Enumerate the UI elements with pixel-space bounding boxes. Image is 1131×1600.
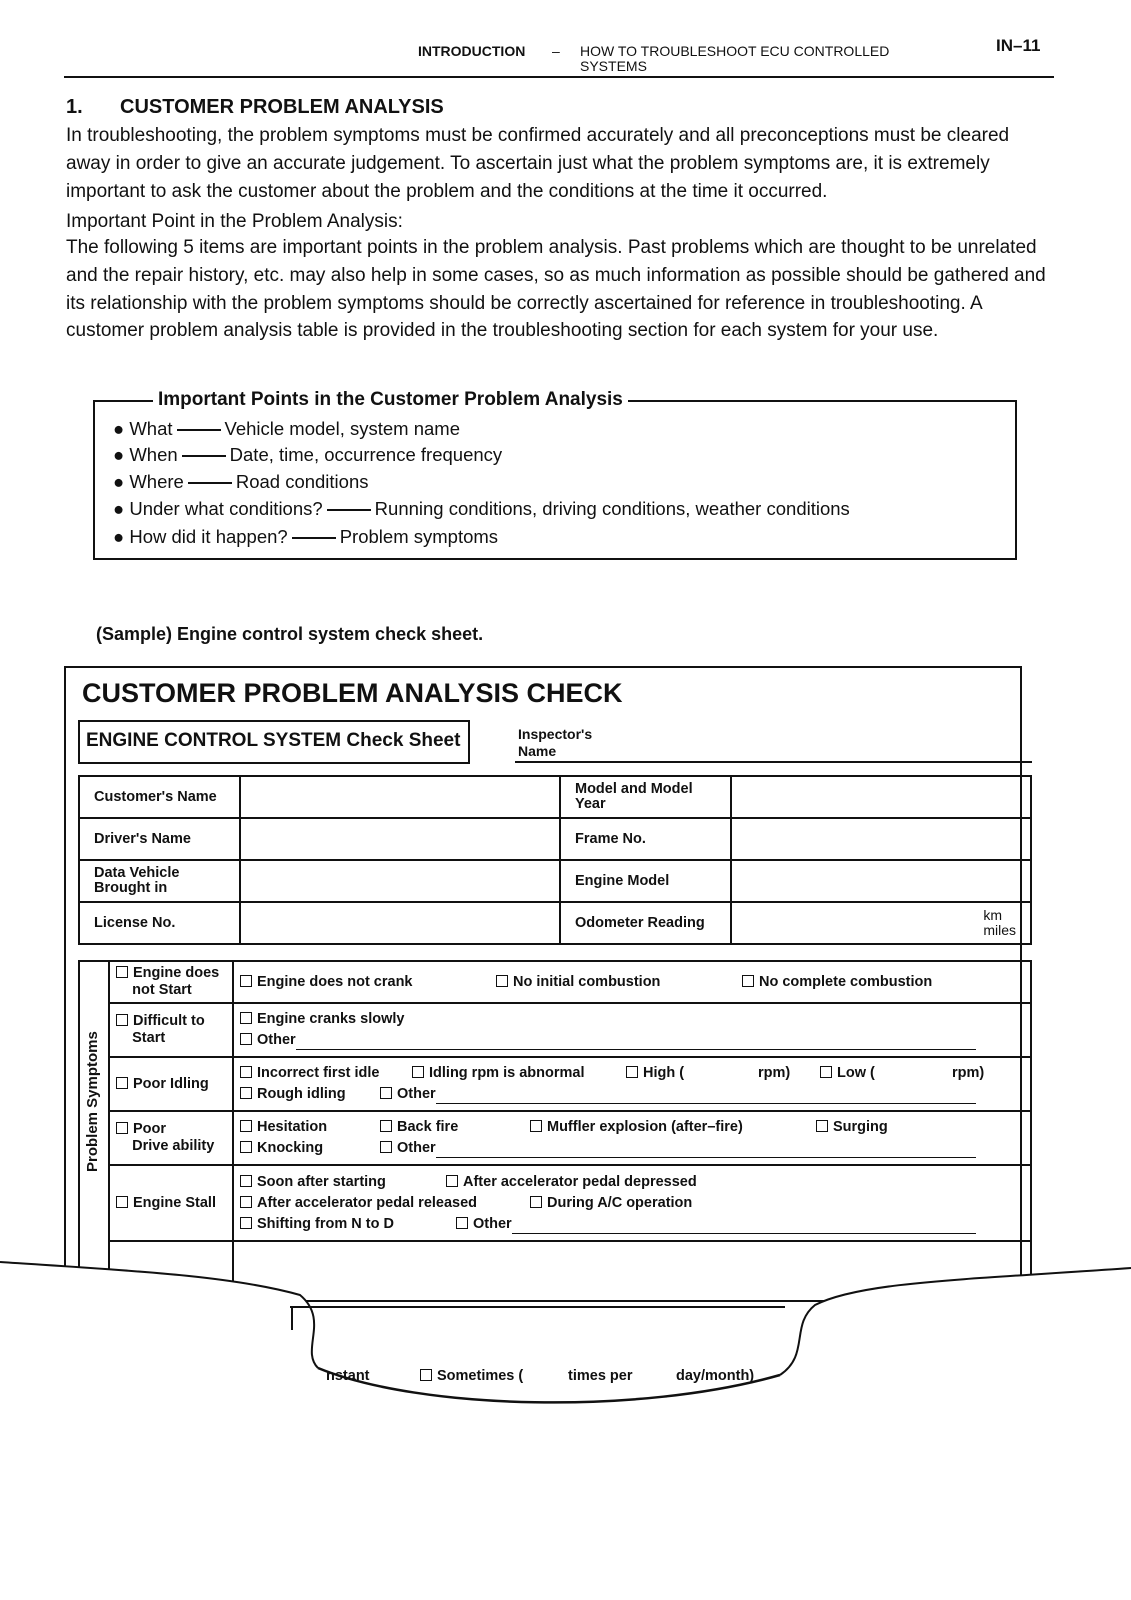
option-high-rpm[interactable]: High ( — [626, 1063, 684, 1083]
header-section: INTRODUCTION — [418, 43, 526, 59]
table-row — [79, 818, 1031, 860]
option-incorrect-first-idle[interactable]: Incorrect first idle — [240, 1063, 379, 1083]
symptom-options — [233, 1003, 1031, 1057]
checkbox-icon[interactable] — [240, 975, 252, 987]
driver-name-label: Driver's Name — [79, 818, 240, 860]
inspector-name-field[interactable] — [515, 761, 1032, 763]
low-rpm-unit: rpm) — [952, 1065, 985, 1081]
symptom-options — [233, 1165, 1031, 1241]
option-engine-does-not-crank[interactable]: Engine does not crank — [240, 972, 413, 992]
checkbox-icon[interactable] — [380, 1141, 392, 1153]
section-number: 1. — [66, 96, 83, 118]
data-vehicle-field[interactable] — [240, 860, 560, 902]
form-title: CUSTOMER PROBLEM ANALYSIS CHECK — [82, 678, 623, 708]
important-points-title: Important Points in the Customer Problem Analysis — [154, 389, 627, 411]
form-subtitle: ENGINE CONTROL SYSTEM Check Sheet — [78, 720, 470, 764]
option-after-pedal-depressed[interactable]: After accelerator pedal depressed — [446, 1172, 697, 1192]
checkbox-icon[interactable] — [240, 1066, 252, 1078]
option-idling-rpm-abnormal[interactable]: Idling rpm is abnormal — [412, 1063, 585, 1083]
option-shifting-n-to-d[interactable]: Shifting from N to D — [240, 1214, 394, 1234]
option-other[interactable]: Other — [240, 1030, 976, 1050]
checkbox-icon[interactable] — [240, 1087, 252, 1099]
symptom-options — [233, 961, 1031, 1003]
header-title-line2: SYSTEMS — [580, 58, 647, 74]
checkbox-icon[interactable] — [446, 1175, 458, 1187]
frame-no-field[interactable] — [731, 818, 1031, 860]
symptom-poor-drive-ability[interactable]: Poor Drive ability — [109, 1111, 233, 1165]
header-dash: – — [552, 43, 560, 59]
frame-no-label: Frame No. — [560, 818, 731, 860]
checkbox-icon[interactable] — [380, 1120, 392, 1132]
page-number: IN–11 — [996, 36, 1041, 55]
option-other[interactable]: Other — [456, 1214, 976, 1234]
option-no-initial-combustion[interactable]: No initial combustion — [496, 972, 660, 992]
license-no-field[interactable] — [240, 902, 560, 944]
odometer-label: Odometer Reading — [560, 902, 731, 944]
checkbox-icon[interactable] — [420, 1369, 432, 1381]
paragraph-five-items: The following 5 items are important points in the problem analysis. Past problems which are thought to be unrelated and the repair history, etc. may also help in some cases, so as much information as possible should be gathered and its relationship with the problem symptoms should be correctly ascertained for reference in troubleshooting. A customer problem analysis table is provided in the troubleshooting section for each system for your use. — [66, 237, 1046, 342]
high-rpm-unit: rpm) — [758, 1065, 791, 1081]
table-row — [79, 860, 1031, 902]
odometer-field[interactable] — [731, 902, 1031, 944]
table-row — [79, 776, 1031, 818]
checkbox-icon[interactable] — [116, 966, 128, 978]
checkbox-icon[interactable] — [456, 1217, 468, 1229]
header-title-line1: HOW TO TROUBLESHOOT ECU CONTROLLED — [580, 43, 890, 59]
option-surging[interactable]: Surging — [816, 1117, 888, 1137]
customer-name-field[interactable] — [240, 776, 560, 818]
checkbox-icon[interactable] — [240, 1196, 252, 1208]
symptom-options — [233, 1111, 1031, 1165]
sample-caption: (Sample) Engine control system check sheet. — [96, 624, 484, 644]
option-soon-after-starting[interactable]: Soon after starting — [240, 1172, 386, 1192]
symptom-engine-does-not-start[interactable]: Engine does not Start — [109, 961, 233, 1003]
checkbox-icon[interactable] — [820, 1066, 832, 1078]
symptom-difficult-to-start[interactable]: Difficult to Start — [109, 1003, 233, 1057]
symptom-poor-idling[interactable]: Poor Idling — [109, 1057, 233, 1111]
box-top-right-rule — [628, 400, 1017, 402]
checkbox-icon[interactable] — [496, 975, 508, 987]
section-title-text: CUSTOMER PROBLEM ANALYSIS — [120, 96, 444, 118]
option-other[interactable]: Other — [380, 1138, 976, 1158]
checkbox-icon[interactable] — [530, 1196, 542, 1208]
header-rule — [64, 76, 1054, 78]
symptom-options — [233, 1057, 1031, 1111]
checkbox-icon[interactable] — [240, 1175, 252, 1187]
paragraph-intro: In troubleshooting, the problem symptoms must be confirmed accurately and all preconceptions must be cleared away in order to give an accurate judgement. To ascertain just what the problem symptoms are, it is extremely important to ask the customer about the problem and the conditions at the time it occurred. — [66, 125, 1010, 202]
option-no-complete-combustion[interactable]: No complete combustion — [742, 972, 932, 992]
engine-model-label: Engine Model — [560, 860, 731, 902]
point-where: ● Where Road conditions — [113, 471, 369, 492]
checkbox-icon[interactable] — [240, 1033, 252, 1045]
checkbox-icon[interactable] — [116, 1077, 128, 1089]
option-constant[interactable]: nstant — [326, 1368, 370, 1384]
option-hesitation[interactable]: Hesitation — [240, 1117, 327, 1137]
checkbox-icon[interactable] — [116, 1196, 128, 1208]
checkbox-icon[interactable] — [116, 1014, 128, 1026]
option-during-ac-operation[interactable]: During A/C operation — [530, 1193, 692, 1213]
point-conditions: ● Under what conditions? Running conditions, driving conditions, weather conditions — [113, 498, 850, 519]
symptom-engine-stall[interactable]: Engine Stall — [109, 1165, 233, 1241]
table-row — [79, 1003, 1031, 1057]
checkbox-icon[interactable] — [240, 1217, 252, 1229]
checkbox-icon[interactable] — [412, 1066, 424, 1078]
problem-symptoms-label: Problem Symptoms — [84, 1031, 101, 1172]
checkbox-icon[interactable] — [626, 1066, 638, 1078]
option-knocking[interactable]: Knocking — [240, 1138, 323, 1158]
paragraph-important-point: Important Point in the Problem Analysis: — [66, 211, 403, 232]
checkbox-icon[interactable] — [380, 1087, 392, 1099]
times-per-label: times per — [568, 1368, 633, 1384]
data-vehicle-label: Data Vehicle Brought in — [79, 860, 240, 902]
engine-model-field[interactable] — [731, 860, 1031, 902]
checkbox-icon[interactable] — [240, 1012, 252, 1024]
option-sometimes[interactable]: Sometimes ( — [420, 1368, 523, 1384]
inspector-label-2: Name — [518, 743, 557, 759]
point-how: ● How did it happen? Problem symptoms — [113, 526, 499, 547]
vehicle-info-table — [78, 775, 1032, 945]
model-year-field[interactable] — [731, 776, 1031, 818]
day-month-label: day/month) — [676, 1368, 755, 1384]
option-rough-idling[interactable]: Rough idling — [240, 1084, 346, 1104]
box-top-left-rule — [93, 400, 153, 402]
point-what: ● What Vehicle model, system name — [113, 418, 460, 439]
checkbox-icon[interactable] — [816, 1120, 828, 1132]
driver-name-field[interactable] — [240, 818, 560, 860]
table-row — [79, 902, 1031, 944]
table-row — [79, 1057, 1031, 1111]
option-after-pedal-released[interactable]: After accelerator pedal released — [240, 1193, 477, 1213]
torn-page-edge — [0, 1240, 1131, 1420]
model-year-label: Model and Model Year — [560, 776, 731, 818]
checkbox-icon[interactable] — [742, 975, 754, 987]
inspector-label-1: Inspector's — [518, 726, 593, 742]
customer-name-label: Customer's Name — [79, 776, 240, 818]
option-back-fire[interactable]: Back fire — [380, 1117, 458, 1137]
option-other[interactable]: Other — [380, 1084, 976, 1104]
point-when: ● When Date, time, occurrence frequency — [113, 444, 503, 465]
checkbox-icon[interactable] — [240, 1120, 252, 1132]
option-low-rpm[interactable]: Low ( — [820, 1063, 875, 1083]
table-row — [79, 961, 1031, 1003]
license-no-label: License No. — [79, 902, 240, 944]
option-muffler-explosion[interactable]: Muffler explosion (after–fire) — [530, 1117, 743, 1137]
table-row — [79, 1165, 1031, 1241]
odometer-units: km miles — [983, 907, 1016, 938]
option-engine-cranks-slowly[interactable]: Engine cranks slowly — [240, 1009, 404, 1029]
checkbox-icon[interactable] — [530, 1120, 542, 1132]
section-title — [66, 96, 444, 119]
checkbox-icon[interactable] — [240, 1141, 252, 1153]
checkbox-icon[interactable] — [116, 1122, 128, 1134]
table-row — [79, 1111, 1031, 1165]
